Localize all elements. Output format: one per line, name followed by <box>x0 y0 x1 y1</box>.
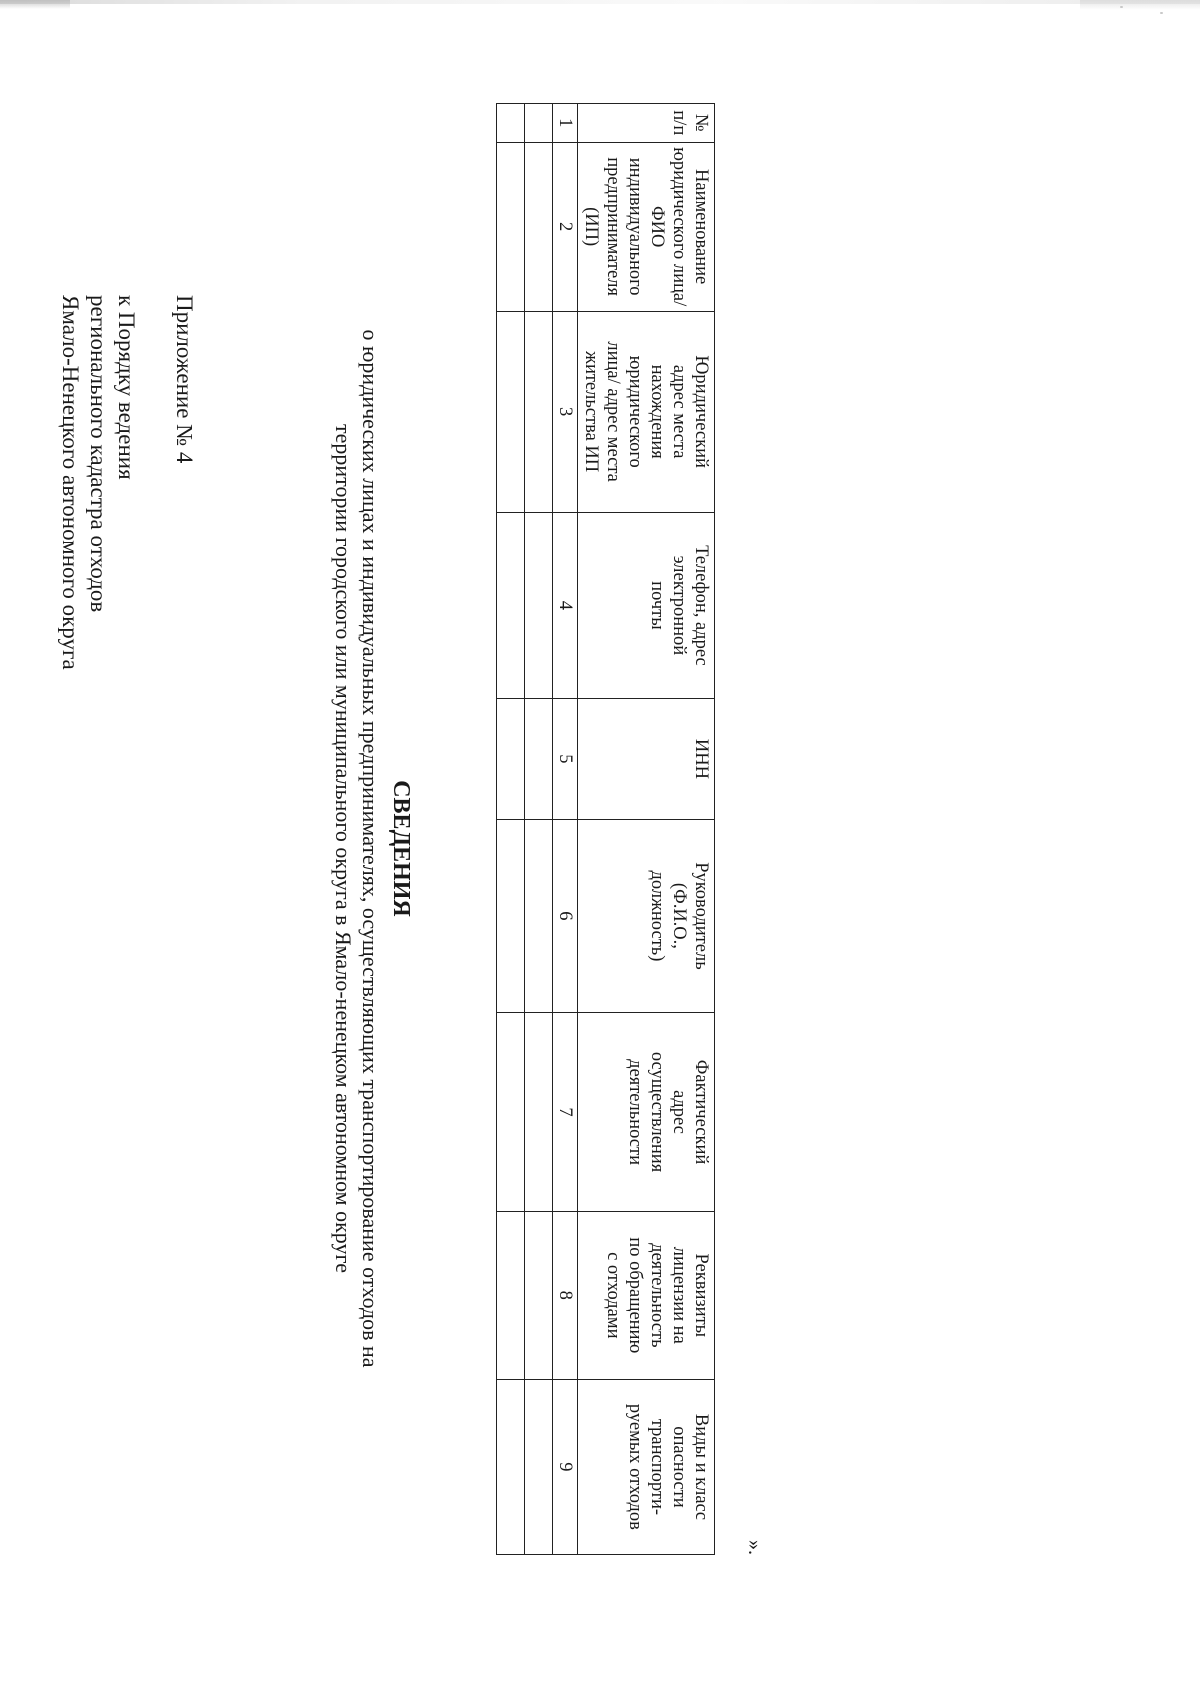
document-title: СВЕДЕНИЯ <box>388 780 414 917</box>
table-cell <box>525 699 553 819</box>
column-number-row <box>553 104 578 1555</box>
table-cell <box>525 1379 553 1554</box>
column-header: Телефон, адрес электронной почты <box>578 512 715 699</box>
table-cell <box>497 1211 525 1379</box>
table-cell <box>497 311 525 512</box>
column-number: 9 <box>553 1379 578 1554</box>
appendix-number: Приложение № 4 <box>172 295 197 464</box>
table-cell <box>525 819 553 1013</box>
table-cell <box>525 104 553 143</box>
table-cell <box>525 142 553 311</box>
header-row <box>578 104 715 1555</box>
column-header: № п/п <box>578 104 715 143</box>
table-cell <box>497 1013 525 1211</box>
column-header: Фактический адрес осуществления деятельности <box>578 1013 715 1211</box>
transporters-table <box>496 103 715 1555</box>
appendix-line: Ямало-Ненецкого автономного округа <box>58 295 83 670</box>
column-number: 4 <box>553 512 578 699</box>
column-header: Юридический адрес места нахождения юридического лица/ адрес места жительства ИП <box>578 311 715 512</box>
appendix-line: к Порядку ведения <box>114 295 139 480</box>
column-number: 1 <box>553 104 578 143</box>
table-cell <box>497 104 525 143</box>
column-header: Виды и класс опасности транспорти- руемых отходов <box>578 1379 715 1554</box>
table-cell <box>525 311 553 512</box>
appendix-line: регионального кадастра отходов <box>86 295 111 613</box>
column-number: 5 <box>553 699 578 819</box>
column-number: 8 <box>553 1211 578 1379</box>
table-cell <box>497 819 525 1013</box>
column-number: 2 <box>553 142 578 311</box>
column-number: 7 <box>553 1013 578 1211</box>
column-number: 3 <box>553 311 578 512</box>
table-cell <box>497 512 525 699</box>
table-cell <box>525 1211 553 1379</box>
appendix-block <box>56 295 198 815</box>
column-header: Реквизиты лицензии на деятельность по обращению с отходами <box>578 1211 715 1379</box>
column-header: ИНН <box>578 699 715 819</box>
table-cell <box>497 699 525 819</box>
column-header: Наименование юридического лица/ ФИО индивидуального предпринимателя (ИП) <box>578 142 715 311</box>
table-cell <box>525 1013 553 1211</box>
closing-quote-mark: ». <box>744 1540 766 1555</box>
document-subtitle: территории городского или муниципального округа в Ямало-ненецком автономном округе <box>331 424 356 1273</box>
document-subtitle: о юридических лицах и индивидуальных предпринимателях, осуществляющих транспортирование отходов на <box>358 329 383 1368</box>
table-cell <box>497 142 525 311</box>
column-header: Руководитель (Ф.И.О., должность) <box>578 819 715 1013</box>
table-row <box>525 104 553 1555</box>
document-heading <box>330 80 414 1617</box>
table-row <box>497 104 525 1555</box>
column-number: 6 <box>553 819 578 1013</box>
table-cell <box>525 512 553 699</box>
table-cell <box>497 1379 525 1554</box>
